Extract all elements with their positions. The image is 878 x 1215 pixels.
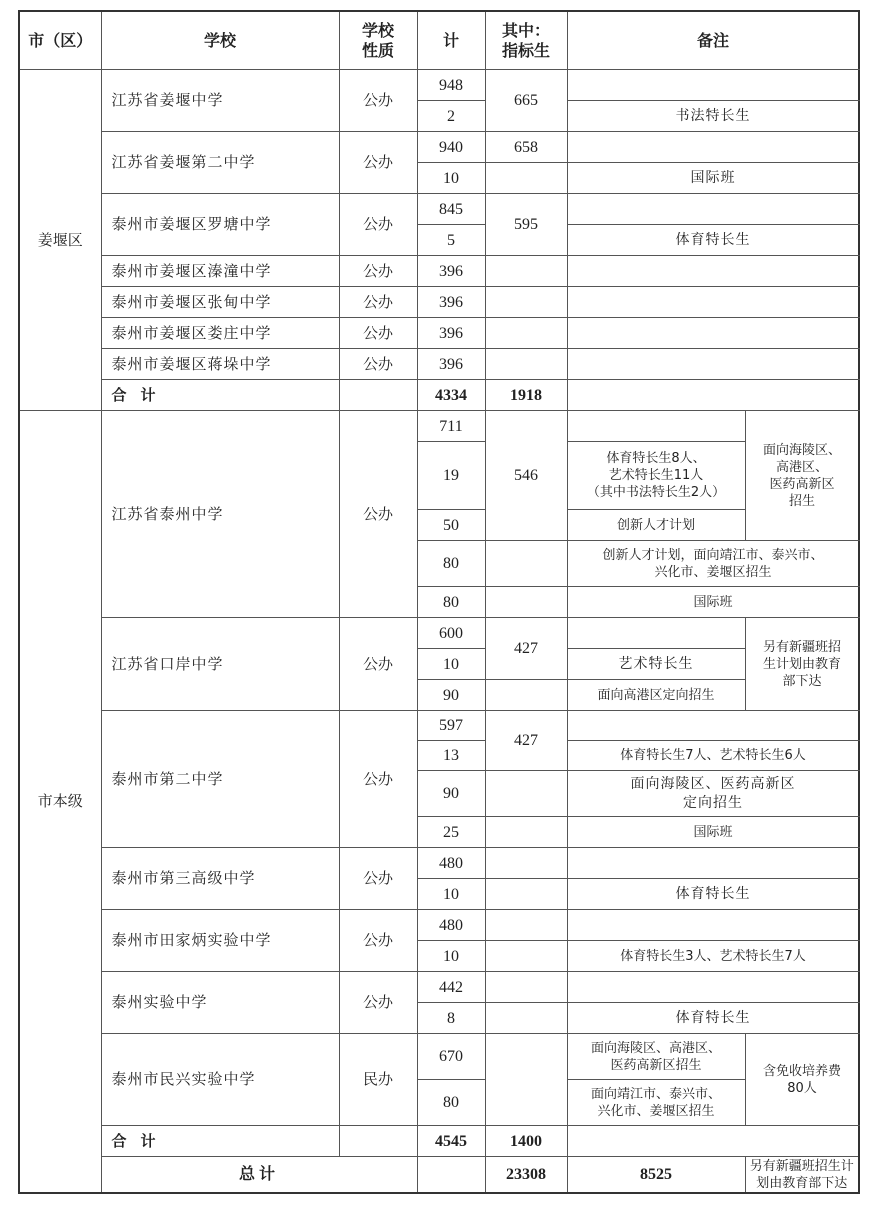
- school-nature: 公办: [339, 411, 417, 618]
- subtotal-quota: 1400: [485, 1126, 567, 1157]
- table-row: [19, 972, 859, 1003]
- subtotal-quota: 1918: [485, 380, 567, 411]
- plan-count: 396: [417, 256, 485, 287]
- quota-count: [485, 1003, 567, 1034]
- subtotal-row: [19, 380, 859, 411]
- table-row: [19, 70, 859, 101]
- school-nature: 公办: [339, 194, 417, 256]
- header-school: 学校: [101, 11, 339, 70]
- subtotal-label: 合计: [101, 380, 339, 411]
- quota-count: [485, 349, 567, 380]
- subtotal-row: [19, 1126, 859, 1157]
- table-row: [19, 318, 859, 349]
- quota-count: [485, 256, 567, 287]
- plan-count: 845: [417, 194, 485, 225]
- plan-count: 442: [417, 972, 485, 1003]
- school-nature: 公办: [339, 132, 417, 194]
- quota-count: 427: [485, 711, 567, 771]
- school-name: 泰州市第二中学: [101, 711, 339, 848]
- school-name: 泰州市民兴实验中学: [101, 1034, 339, 1126]
- grand-total-quota: 8525: [567, 1157, 745, 1194]
- plan-count: 670: [417, 1034, 485, 1080]
- school-name: 江苏省泰州中学: [101, 411, 339, 618]
- remark-cell: [567, 411, 745, 442]
- school-name: 泰州市田家炳实验中学: [101, 910, 339, 972]
- school-nature: 公办: [339, 318, 417, 349]
- grand-total-row: [19, 1157, 859, 1194]
- plan-count: 8: [417, 1003, 485, 1034]
- remark-side: 面向海陵区、 高港区、 医药高新区 招生: [745, 411, 859, 541]
- enrollment-plan-table: [18, 10, 860, 1194]
- plan-count: 25: [417, 817, 485, 848]
- header-quota: 其中： 指标生: [485, 11, 567, 70]
- remark-cell: 国际班: [567, 163, 859, 194]
- table-row: [19, 287, 859, 318]
- quota-count: [485, 541, 567, 587]
- remark-cell: 艺术特长生: [567, 649, 745, 680]
- quota-count: [485, 817, 567, 848]
- remark-cell: 面向海陵区、高港区、 医药高新区招生: [567, 1034, 745, 1080]
- plan-count: 10: [417, 163, 485, 194]
- remark-cell: [567, 380, 859, 411]
- school-name: 泰州市姜堰区娄庄中学: [101, 318, 339, 349]
- school-nature: 公办: [339, 711, 417, 848]
- table-row: [19, 256, 859, 287]
- plan-count: 2: [417, 101, 485, 132]
- table-row: [19, 194, 859, 225]
- plan-count: 948: [417, 70, 485, 101]
- table-row: [19, 910, 859, 941]
- quota-count: [485, 972, 567, 1003]
- school-name: 泰州市姜堰区罗塘中学: [101, 194, 339, 256]
- school-nature: 公办: [339, 256, 417, 287]
- remark-cell: [567, 194, 859, 225]
- remark-cell: 体育特长生: [567, 1003, 859, 1034]
- header-nature: 学校 性质: [339, 11, 417, 70]
- school-nature: 公办: [339, 287, 417, 318]
- plan-count: 600: [417, 618, 485, 649]
- school-nature: 公办: [339, 70, 417, 132]
- quota-count: 658: [485, 132, 567, 163]
- quota-count: [485, 1034, 567, 1126]
- remark-cell: 体育特长生: [567, 225, 859, 256]
- remark-cell: 体育特长生8人、 艺术特长生11人 （其中书法特长生2人）: [567, 442, 745, 510]
- remark-cell: [567, 287, 859, 318]
- school-name: 江苏省姜堰第二中学: [101, 132, 339, 194]
- header-row: [19, 11, 859, 70]
- remark-cell: 国际班: [567, 817, 859, 848]
- remark-cell: [567, 1126, 859, 1157]
- plan-count: 90: [417, 680, 485, 711]
- remark-cell: [567, 848, 859, 879]
- school-name: 泰州市第三高级中学: [101, 848, 339, 910]
- remark-cell: 书法特长生: [567, 101, 859, 132]
- remark-cell: 创新人才计划，面向靖江市、泰兴市、 兴化市、姜堰区招生: [567, 541, 859, 587]
- school-nature: 民办: [339, 1034, 417, 1126]
- header-remark: 备注: [567, 11, 859, 70]
- remark-cell: [567, 132, 859, 163]
- region-cell: 姜堰区: [19, 70, 101, 411]
- quota-count: [485, 587, 567, 618]
- plan-count: 10: [417, 941, 485, 972]
- school-nature: 公办: [339, 848, 417, 910]
- remark-cell: 体育特长生: [567, 879, 859, 910]
- plan-count: 711: [417, 411, 485, 442]
- plan-count: 10: [417, 649, 485, 680]
- school-name: 泰州市姜堰区张甸中学: [101, 287, 339, 318]
- remark-cell: [567, 972, 859, 1003]
- plan-count: 396: [417, 287, 485, 318]
- plan-count: 80: [417, 587, 485, 618]
- plan-count: 50: [417, 510, 485, 541]
- quota-count: [485, 910, 567, 941]
- plan-count: 80: [417, 541, 485, 587]
- remark-cell: 面向海陵区、医药高新区 定向招生: [567, 771, 859, 817]
- plan-count: 940: [417, 132, 485, 163]
- header-total: 计: [417, 11, 485, 70]
- plan-count: 90: [417, 771, 485, 817]
- school-nature: 公办: [339, 910, 417, 972]
- table-row: [19, 132, 859, 163]
- school-name: 泰州市姜堰区溱潼中学: [101, 256, 339, 287]
- table-row: [19, 349, 859, 380]
- quota-count: [485, 879, 567, 910]
- remark-cell: 创新人才计划: [567, 510, 745, 541]
- grand-total-label: 总计: [101, 1157, 417, 1194]
- quota-count: 427: [485, 618, 567, 680]
- quota-count: [485, 680, 567, 711]
- plan-count: 396: [417, 349, 485, 380]
- school-name: 江苏省口岸中学: [101, 618, 339, 711]
- school-name: 泰州实验中学: [101, 972, 339, 1034]
- remark-side: 含免收培养费 80人: [745, 1034, 859, 1126]
- remark-cell: [567, 910, 859, 941]
- quota-count: 595: [485, 194, 567, 256]
- remark-cell: 面向靖江市、泰兴市、 兴化市、姜堰区招生: [567, 1080, 745, 1126]
- remark-cell: 国际班: [567, 587, 859, 618]
- quota-count: [485, 771, 567, 817]
- plan-count: 80: [417, 1080, 485, 1126]
- remark-cell: [567, 349, 859, 380]
- grand-total-count: 23308: [485, 1157, 567, 1194]
- empty-cell: [339, 380, 417, 411]
- plan-count: 10: [417, 879, 485, 910]
- plan-count: 19: [417, 442, 485, 510]
- table-row: [19, 411, 859, 442]
- table-row: [19, 618, 859, 649]
- school-nature: 公办: [339, 972, 417, 1034]
- plan-count: 396: [417, 318, 485, 349]
- school-nature: 公办: [339, 349, 417, 380]
- grand-total-note: 另有新疆班招生计划由教育部下达: [745, 1157, 859, 1194]
- header-city: 市（区）: [19, 11, 101, 70]
- remark-cell: 体育特长生7人、艺术特长生6人: [567, 741, 859, 771]
- remark-cell: [567, 711, 859, 741]
- plan-count: 5: [417, 225, 485, 256]
- quota-count: [485, 848, 567, 879]
- remark-cell: [567, 618, 745, 649]
- plan-count: 480: [417, 910, 485, 941]
- remark-side: 另有新疆班招 生计划由教育 部下达: [745, 618, 859, 711]
- remark-cell: [567, 70, 859, 101]
- subtotal-total: 4334: [417, 380, 485, 411]
- school-nature: 公办: [339, 618, 417, 711]
- plan-count: 480: [417, 848, 485, 879]
- plan-count: 597: [417, 711, 485, 741]
- quota-count: [485, 318, 567, 349]
- table-row: [19, 848, 859, 879]
- quota-count: 546: [485, 411, 567, 541]
- quota-count: 665: [485, 70, 567, 132]
- empty-cell: [417, 1157, 485, 1194]
- quota-count: [485, 163, 567, 194]
- school-name: 江苏省姜堰中学: [101, 70, 339, 132]
- remark-cell: 面向高港区定向招生: [567, 680, 745, 711]
- subtotal-label: 合计: [101, 1126, 339, 1157]
- table-row: [19, 711, 859, 741]
- remark-cell: [567, 256, 859, 287]
- empty-cell: [339, 1126, 417, 1157]
- school-name: 泰州市姜堰区蒋垛中学: [101, 349, 339, 380]
- table-row: [19, 1034, 859, 1080]
- subtotal-total: 4545: [417, 1126, 485, 1157]
- plan-count: 13: [417, 741, 485, 771]
- enrollment-plan-sheet: [18, 10, 858, 1190]
- remark-cell: 体育特长生3人、艺术特长生7人: [567, 941, 859, 972]
- region-cell: 市本级: [19, 411, 101, 1194]
- quota-count: [485, 287, 567, 318]
- remark-cell: [567, 318, 859, 349]
- quota-count: [485, 941, 567, 972]
